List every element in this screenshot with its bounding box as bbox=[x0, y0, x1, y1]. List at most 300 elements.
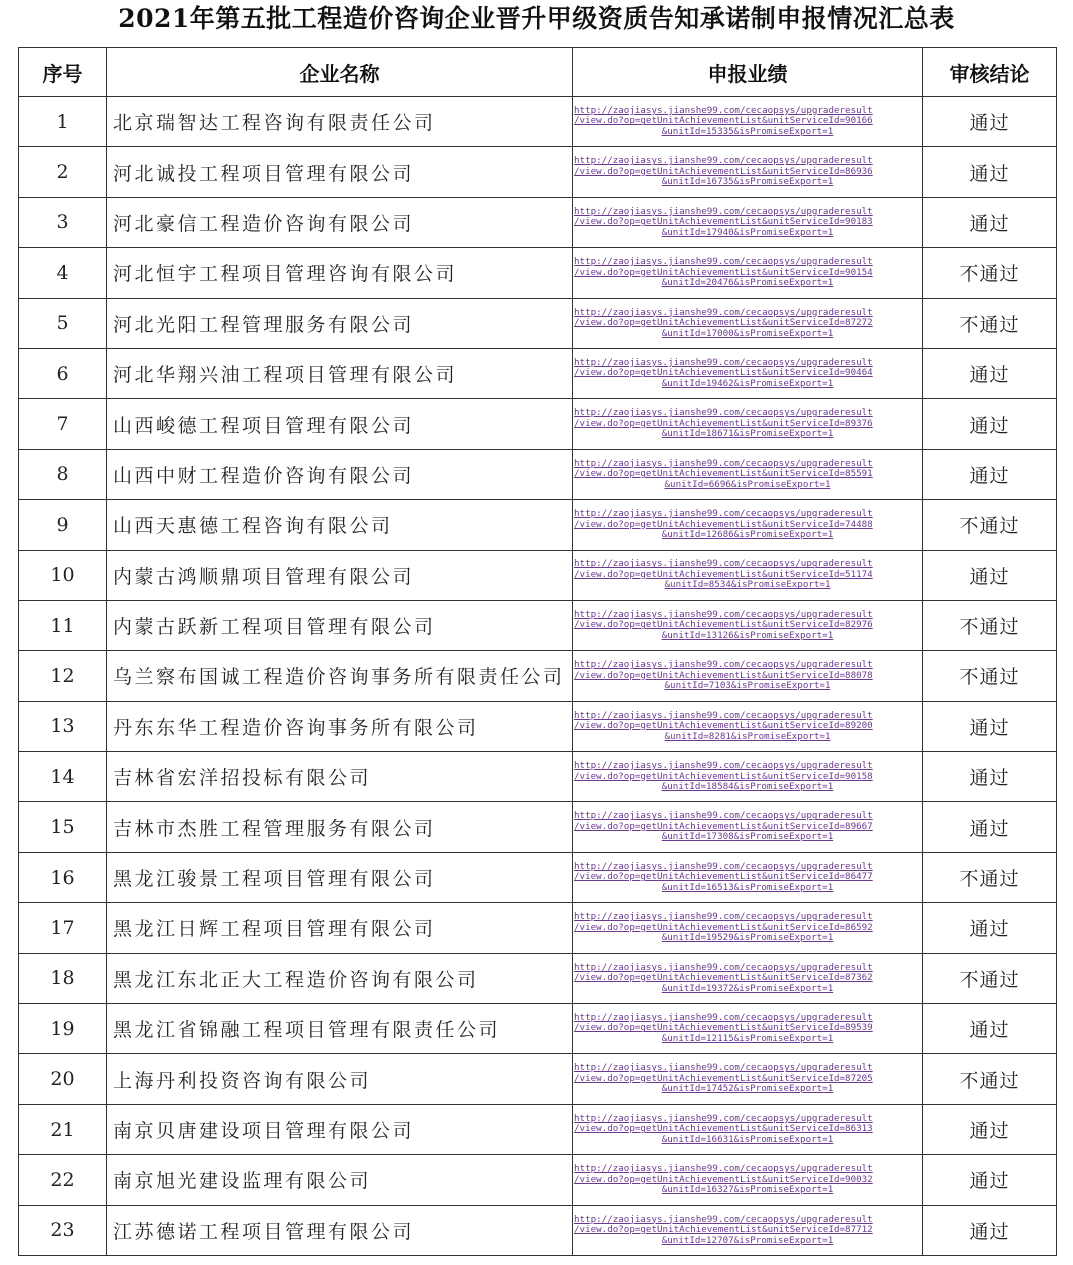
company-name: 山西中财工程造价咨询有限公司 bbox=[107, 449, 573, 499]
link-line-2-prefix: /view.do?op=getUnitAchievementList&unitServiceId= bbox=[574, 115, 846, 127]
link-line-3-prefix: &unitId= bbox=[661, 982, 706, 994]
unit-service-id: 90183 bbox=[845, 216, 873, 228]
company-name: 黑龙江日辉工程项目管理有限公司 bbox=[107, 903, 573, 953]
link-line-2-prefix: /view.do?op=getUnitAchievementList&unitServiceId= bbox=[574, 1224, 846, 1236]
performance-link[interactable] bbox=[574, 459, 921, 491]
review-result: 通过 bbox=[923, 701, 1057, 751]
link-line-3-suffix: &isPromiseExport=1 bbox=[733, 277, 834, 289]
performance-link[interactable] bbox=[574, 963, 921, 995]
link-line-1: http://zaojiasys.jianshe99.com/cecaopsys/upgraderesult bbox=[574, 761, 873, 772]
link-line-3-suffix: &isPromiseExport=1 bbox=[730, 579, 831, 591]
review-result: 通过 bbox=[923, 903, 1057, 953]
link-line-1: http://zaojiasys.jianshe99.com/cecaopsys/upgraderesult bbox=[574, 710, 873, 721]
link-line-3-prefix: &unitId= bbox=[661, 1083, 706, 1095]
review-result: 通过 bbox=[923, 97, 1057, 147]
unit-id: 6696 bbox=[708, 478, 731, 490]
link-line-1: http://zaojiasys.jianshe99.com/cecaopsys/upgraderesult bbox=[574, 458, 873, 469]
link-line-2-prefix: /view.do?op=getUnitAchievementList&unitServiceId= bbox=[574, 770, 846, 782]
performance-link-cell bbox=[573, 248, 923, 298]
performance-link[interactable] bbox=[574, 509, 921, 541]
link-line-3 bbox=[574, 782, 921, 793]
table-row bbox=[19, 651, 1057, 701]
row-number: 14 bbox=[19, 752, 107, 802]
link-line-3 bbox=[574, 530, 921, 541]
link-line-3 bbox=[574, 631, 921, 642]
unit-service-id: 90166 bbox=[845, 115, 873, 127]
company-name: 内蒙古鸿顺鼎项目管理有限公司 bbox=[107, 550, 573, 600]
performance-link-cell bbox=[573, 1155, 923, 1205]
link-line-3-prefix: &unitId= bbox=[664, 579, 709, 591]
link-line-1: http://zaojiasys.jianshe99.com/cecaopsys/upgraderesult bbox=[574, 811, 873, 822]
performance-link-cell bbox=[573, 600, 923, 650]
performance-link[interactable] bbox=[574, 1114, 921, 1146]
link-line-3-prefix: &unitId= bbox=[664, 730, 709, 742]
table-row bbox=[19, 348, 1057, 398]
unit-id: 8534 bbox=[708, 579, 731, 591]
link-line-3-suffix: &isPromiseExport=1 bbox=[730, 680, 831, 692]
column-header-number: 序号 bbox=[19, 48, 107, 97]
review-result: 通过 bbox=[923, 550, 1057, 600]
unit-service-id: 82976 bbox=[845, 619, 873, 631]
unit-id: 19462 bbox=[706, 377, 734, 389]
unit-id: 17452 bbox=[706, 1083, 734, 1095]
link-line-3-suffix: &isPromiseExport=1 bbox=[733, 881, 834, 893]
summary-table bbox=[18, 47, 1057, 1256]
summary-table-container bbox=[18, 47, 1056, 1256]
table-row bbox=[19, 197, 1057, 247]
company-name: 河北光阳工程管理服务有限公司 bbox=[107, 298, 573, 348]
link-line-2-prefix: /view.do?op=getUnitAchievementList&unitServiceId= bbox=[574, 417, 846, 429]
review-result: 通过 bbox=[923, 1104, 1057, 1154]
link-line-3-suffix: &isPromiseExport=1 bbox=[733, 932, 834, 944]
link-line-2-prefix: /view.do?op=getUnitAchievementList&unitServiceId= bbox=[574, 1173, 846, 1185]
link-line-2-prefix: /view.do?op=getUnitAchievementList&unitServiceId= bbox=[574, 518, 846, 530]
performance-link-cell bbox=[573, 197, 923, 247]
unit-service-id: 87272 bbox=[845, 317, 873, 328]
company-name: 河北豪信工程造价咨询有限公司 bbox=[107, 197, 573, 247]
column-header-result: 审核结论 bbox=[923, 48, 1057, 97]
link-line-2-prefix: /view.do?op=getUnitAchievementList&unitServiceId= bbox=[574, 1072, 846, 1084]
link-line-2-prefix: /view.do?op=getUnitAchievementList&unitServiceId= bbox=[574, 921, 846, 933]
link-line-3-prefix: &unitId= bbox=[661, 428, 706, 440]
performance-link-cell bbox=[573, 348, 923, 398]
performance-link[interactable] bbox=[574, 408, 921, 440]
unit-service-id: 86936 bbox=[845, 165, 873, 177]
table-row bbox=[19, 852, 1057, 902]
link-line-3-prefix: &unitId= bbox=[661, 1184, 706, 1196]
company-name: 吉林省宏洋招投标有限公司 bbox=[107, 752, 573, 802]
review-result: 不通过 bbox=[923, 953, 1057, 1003]
company-name: 山西峻德工程项目管理有限公司 bbox=[107, 399, 573, 449]
review-result: 不通过 bbox=[923, 651, 1057, 701]
link-line-3-suffix: &isPromiseExport=1 bbox=[733, 629, 834, 641]
table-row bbox=[19, 600, 1057, 650]
table-row bbox=[19, 97, 1057, 147]
link-line-3 bbox=[574, 177, 921, 188]
table-row bbox=[19, 500, 1057, 550]
performance-link-cell bbox=[573, 147, 923, 197]
link-line-1: http://zaojiasys.jianshe99.com/cecaopsys/upgraderesult bbox=[574, 660, 873, 671]
link-line-3-prefix: &unitId= bbox=[661, 277, 706, 289]
link-line-3-prefix: &unitId= bbox=[661, 176, 706, 188]
unit-id: 12115 bbox=[706, 1032, 734, 1044]
unit-service-id: 90464 bbox=[845, 367, 873, 379]
link-line-2-prefix: /view.do?op=getUnitAchievementList&unitServiceId= bbox=[574, 871, 846, 883]
company-name: 河北华翔兴油工程项目管理有限公司 bbox=[107, 348, 573, 398]
link-line-1: http://zaojiasys.jianshe99.com/cecaopsys/upgraderesult bbox=[574, 1164, 873, 1175]
company-name: 山西天惠德工程咨询有限公司 bbox=[107, 500, 573, 550]
unit-service-id: 89376 bbox=[845, 417, 873, 429]
link-line-3-prefix: &unitId= bbox=[661, 377, 706, 389]
performance-link-cell bbox=[573, 1004, 923, 1054]
review-result: 不通过 bbox=[923, 600, 1057, 650]
review-result: 通过 bbox=[923, 1004, 1057, 1054]
link-line-3-prefix: &unitId= bbox=[664, 680, 709, 692]
table-row bbox=[19, 701, 1057, 751]
performance-link[interactable] bbox=[574, 862, 921, 894]
unit-service-id: 74488 bbox=[845, 518, 873, 530]
performance-link-cell bbox=[573, 651, 923, 701]
link-line-1: http://zaojiasys.jianshe99.com/cecaopsys/upgraderesult bbox=[574, 509, 873, 520]
row-number: 23 bbox=[19, 1205, 107, 1255]
link-line-3-prefix: &unitId= bbox=[661, 327, 706, 339]
row-number: 6 bbox=[19, 348, 107, 398]
unit-id: 19372 bbox=[706, 982, 734, 994]
unit-id: 16513 bbox=[706, 881, 734, 893]
unit-id: 16631 bbox=[706, 1133, 734, 1145]
link-line-1: http://zaojiasys.jianshe99.com/cecaopsys/upgraderesult bbox=[574, 962, 873, 973]
link-line-3 bbox=[574, 732, 921, 743]
performance-link[interactable] bbox=[574, 106, 921, 138]
unit-id: 16735 bbox=[706, 176, 734, 188]
row-number: 5 bbox=[19, 298, 107, 348]
link-line-3-prefix: &unitId= bbox=[661, 1133, 706, 1145]
table-body bbox=[19, 97, 1057, 1256]
performance-link[interactable] bbox=[574, 358, 921, 390]
performance-link-cell bbox=[573, 903, 923, 953]
link-line-3-suffix: &isPromiseExport=1 bbox=[733, 1083, 834, 1095]
unit-service-id: 86313 bbox=[845, 1123, 873, 1135]
performance-link-cell bbox=[573, 550, 923, 600]
column-header-performance: 申报业绩 bbox=[573, 48, 923, 97]
performance-link[interactable] bbox=[574, 610, 921, 642]
unit-service-id: 85591 bbox=[845, 468, 873, 480]
performance-link-cell bbox=[573, 752, 923, 802]
company-name: 吉林市杰胜工程管理服务有限公司 bbox=[107, 802, 573, 852]
performance-link[interactable] bbox=[574, 559, 921, 591]
unit-service-id: 87712 bbox=[845, 1224, 873, 1236]
row-number: 20 bbox=[19, 1054, 107, 1104]
link-line-2-prefix: /view.do?op=getUnitAchievementList&unitServiceId= bbox=[574, 720, 846, 732]
performance-link[interactable] bbox=[574, 207, 921, 239]
review-result: 通过 bbox=[923, 1205, 1057, 1255]
unit-service-id: 87205 bbox=[845, 1072, 873, 1084]
performance-link-cell bbox=[573, 449, 923, 499]
table-row bbox=[19, 1054, 1057, 1104]
link-line-3 bbox=[574, 480, 921, 491]
link-line-3-suffix: &isPromiseExport=1 bbox=[733, 428, 834, 440]
performance-link-cell bbox=[573, 1054, 923, 1104]
unit-service-id: 90158 bbox=[845, 770, 873, 782]
unit-id: 20476 bbox=[706, 277, 734, 289]
link-line-3 bbox=[574, 681, 921, 692]
link-line-1: http://zaojiasys.jianshe99.com/cecaopsys/upgraderesult bbox=[574, 912, 873, 923]
review-result: 通过 bbox=[923, 399, 1057, 449]
table-row bbox=[19, 449, 1057, 499]
table-row bbox=[19, 550, 1057, 600]
link-line-3 bbox=[574, 429, 921, 440]
link-line-1: http://zaojiasys.jianshe99.com/cecaopsys/upgraderesult bbox=[574, 559, 873, 570]
link-line-3-suffix: &isPromiseExport=1 bbox=[733, 327, 834, 339]
performance-link-cell bbox=[573, 97, 923, 147]
row-number: 8 bbox=[19, 449, 107, 499]
performance-link-cell bbox=[573, 852, 923, 902]
table-row bbox=[19, 752, 1057, 802]
unit-service-id: 87362 bbox=[845, 972, 873, 984]
row-number: 16 bbox=[19, 852, 107, 902]
performance-link[interactable] bbox=[574, 1215, 921, 1247]
row-number: 7 bbox=[19, 399, 107, 449]
link-line-3 bbox=[574, 329, 921, 340]
company-name: 上海丹利投资咨询有限公司 bbox=[107, 1054, 573, 1104]
unit-service-id: 51174 bbox=[845, 568, 873, 580]
link-line-3-suffix: &isPromiseExport=1 bbox=[733, 1032, 834, 1044]
unit-id: 16327 bbox=[706, 1184, 734, 1196]
link-line-1: http://zaojiasys.jianshe99.com/cecaopsys/upgraderesult bbox=[574, 105, 873, 116]
link-line-3 bbox=[574, 228, 921, 239]
link-line-3 bbox=[574, 1034, 921, 1045]
link-line-3-prefix: &unitId= bbox=[661, 1234, 706, 1246]
performance-link[interactable] bbox=[574, 711, 921, 743]
company-name: 江苏德诺工程项目管理有限公司 bbox=[107, 1205, 573, 1255]
unit-id: 17308 bbox=[706, 831, 734, 843]
performance-link-cell bbox=[573, 802, 923, 852]
link-line-1: http://zaojiasys.jianshe99.com/cecaopsys/upgraderesult bbox=[574, 1113, 873, 1124]
unit-id: 15335 bbox=[706, 125, 734, 137]
link-line-3-suffix: &isPromiseExport=1 bbox=[733, 831, 834, 843]
unit-id: 18671 bbox=[706, 428, 734, 440]
link-line-1: http://zaojiasys.jianshe99.com/cecaopsys/upgraderesult bbox=[574, 307, 873, 318]
link-line-1: http://zaojiasys.jianshe99.com/cecaopsys/upgraderesult bbox=[574, 206, 873, 217]
performance-link-cell bbox=[573, 701, 923, 751]
unit-service-id: 86592 bbox=[845, 921, 873, 933]
review-result: 不通过 bbox=[923, 248, 1057, 298]
review-result: 通过 bbox=[923, 1155, 1057, 1205]
link-line-3-suffix: &isPromiseExport=1 bbox=[733, 226, 834, 238]
link-line-2-prefix: /view.do?op=getUnitAchievementList&unitServiceId= bbox=[574, 468, 846, 480]
table-row bbox=[19, 1155, 1057, 1205]
link-line-2-prefix: /view.do?op=getUnitAchievementList&unitServiceId= bbox=[574, 669, 846, 681]
row-number: 15 bbox=[19, 802, 107, 852]
review-result: 通过 bbox=[923, 802, 1057, 852]
link-line-2-prefix: /view.do?op=getUnitAchievementList&unitServiceId= bbox=[574, 568, 846, 580]
link-line-3 bbox=[574, 1185, 921, 1196]
row-number: 17 bbox=[19, 903, 107, 953]
link-line-1: http://zaojiasys.jianshe99.com/cecaopsys/upgraderesult bbox=[574, 609, 873, 620]
link-line-2-prefix: /view.do?op=getUnitAchievementList&unitServiceId= bbox=[574, 1123, 846, 1135]
review-result: 通过 bbox=[923, 348, 1057, 398]
unit-service-id: 90032 bbox=[845, 1173, 873, 1185]
company-name: 丹东东华工程造价咨询事务所有限公司 bbox=[107, 701, 573, 751]
link-line-2-prefix: /view.do?op=getUnitAchievementList&unitServiceId= bbox=[574, 367, 846, 379]
row-number: 18 bbox=[19, 953, 107, 1003]
table-row bbox=[19, 1104, 1057, 1154]
performance-link[interactable] bbox=[574, 1164, 921, 1196]
company-name: 北京瑞智达工程咨询有限责任公司 bbox=[107, 97, 573, 147]
unit-id: 17000 bbox=[706, 327, 734, 339]
link-line-3-suffix: &isPromiseExport=1 bbox=[733, 1133, 834, 1145]
review-result: 通过 bbox=[923, 147, 1057, 197]
review-result: 不通过 bbox=[923, 1054, 1057, 1104]
review-result: 不通过 bbox=[923, 500, 1057, 550]
row-number: 21 bbox=[19, 1104, 107, 1154]
link-line-3 bbox=[574, 278, 921, 289]
link-line-3 bbox=[574, 832, 921, 843]
link-line-3-prefix: &unitId= bbox=[661, 629, 706, 641]
link-line-3-prefix: &unitId= bbox=[661, 529, 706, 541]
table-header-row bbox=[19, 48, 1057, 97]
table-row bbox=[19, 1205, 1057, 1255]
review-result: 通过 bbox=[923, 449, 1057, 499]
row-number: 9 bbox=[19, 500, 107, 550]
performance-link-cell bbox=[573, 500, 923, 550]
link-line-3-prefix: &unitId= bbox=[661, 125, 706, 137]
row-number: 2 bbox=[19, 147, 107, 197]
company-name: 南京旭光建设监理有限公司 bbox=[107, 1155, 573, 1205]
review-result: 不通过 bbox=[923, 298, 1057, 348]
link-line-1: http://zaojiasys.jianshe99.com/cecaopsys/upgraderesult bbox=[574, 357, 873, 368]
link-line-3 bbox=[574, 883, 921, 894]
link-line-3-suffix: &isPromiseExport=1 bbox=[733, 377, 834, 389]
link-line-3-suffix: &isPromiseExport=1 bbox=[733, 529, 834, 541]
company-name: 南京贝唐建设项目管理有限公司 bbox=[107, 1104, 573, 1154]
row-number: 1 bbox=[19, 97, 107, 147]
row-number: 10 bbox=[19, 550, 107, 600]
row-number: 12 bbox=[19, 651, 107, 701]
link-line-1: http://zaojiasys.jianshe99.com/cecaopsys/upgraderesult bbox=[574, 861, 873, 872]
link-line-3 bbox=[574, 1236, 921, 1247]
unit-service-id: 89539 bbox=[845, 1022, 873, 1034]
link-line-3-suffix: &isPromiseExport=1 bbox=[733, 1234, 834, 1246]
company-name: 黑龙江骏景工程项目管理有限公司 bbox=[107, 852, 573, 902]
link-line-3 bbox=[574, 580, 921, 591]
unit-id: 19529 bbox=[706, 932, 734, 944]
column-header-company: 企业名称 bbox=[107, 48, 573, 97]
document-title: 2021年第五批工程造价咨询企业晋升甲级资质告知承诺制申报情况汇总表 bbox=[118, 4, 955, 33]
review-result: 不通过 bbox=[923, 852, 1057, 902]
performance-link-cell bbox=[573, 1104, 923, 1154]
unit-id: 18584 bbox=[706, 781, 734, 793]
review-result: 通过 bbox=[923, 752, 1057, 802]
row-number: 19 bbox=[19, 1004, 107, 1054]
performance-link-cell bbox=[573, 953, 923, 1003]
company-name: 河北诚投工程项目管理有限公司 bbox=[107, 147, 573, 197]
performance-link[interactable] bbox=[574, 912, 921, 944]
table-row bbox=[19, 298, 1057, 348]
link-line-3-suffix: &isPromiseExport=1 bbox=[733, 781, 834, 793]
performance-link[interactable] bbox=[574, 1013, 921, 1045]
link-line-3-prefix: &unitId= bbox=[661, 781, 706, 793]
link-line-3-suffix: &isPromiseExport=1 bbox=[730, 478, 831, 490]
link-line-1: http://zaojiasys.jianshe99.com/cecaopsys/upgraderesult bbox=[574, 408, 873, 419]
link-line-3 bbox=[574, 933, 921, 944]
link-line-3-prefix: &unitId= bbox=[661, 226, 706, 238]
unit-service-id: 89200 bbox=[845, 720, 873, 732]
table-row bbox=[19, 953, 1057, 1003]
link-line-2-prefix: /view.do?op=getUnitAchievementList&unitServiceId= bbox=[574, 972, 846, 984]
row-number: 22 bbox=[19, 1155, 107, 1205]
performance-link-cell bbox=[573, 298, 923, 348]
unit-id: 13126 bbox=[706, 629, 734, 641]
unit-service-id: 88078 bbox=[845, 669, 873, 681]
review-result: 通过 bbox=[923, 197, 1057, 247]
link-line-3-suffix: &isPromiseExport=1 bbox=[733, 125, 834, 137]
link-line-2-prefix: /view.do?op=getUnitAchievementList&unitServiceId= bbox=[574, 216, 846, 228]
performance-link[interactable] bbox=[574, 811, 921, 843]
table-row bbox=[19, 802, 1057, 852]
unit-id: 17940 bbox=[706, 226, 734, 238]
performance-link[interactable] bbox=[574, 761, 921, 793]
link-line-3 bbox=[574, 1135, 921, 1146]
unit-id: 12686 bbox=[706, 529, 734, 541]
unit-service-id: 89667 bbox=[845, 820, 873, 832]
table-row bbox=[19, 248, 1057, 298]
performance-link[interactable] bbox=[574, 257, 921, 289]
table-row bbox=[19, 147, 1057, 197]
unit-id: 7103 bbox=[708, 680, 731, 692]
link-line-3 bbox=[574, 984, 921, 995]
link-line-2-prefix: /view.do?op=getUnitAchievementList&unitServiceId= bbox=[574, 1022, 846, 1034]
link-line-3-prefix: &unitId= bbox=[661, 932, 706, 944]
link-line-3-suffix: &isPromiseExport=1 bbox=[730, 730, 831, 742]
unit-service-id: 90154 bbox=[845, 266, 873, 278]
link-line-3 bbox=[574, 379, 921, 390]
table-row bbox=[19, 903, 1057, 953]
row-number: 11 bbox=[19, 600, 107, 650]
company-name: 黑龙江省锦融工程项目管理有限责任公司 bbox=[107, 1004, 573, 1054]
performance-link[interactable] bbox=[574, 308, 921, 340]
link-line-2-prefix: /view.do?op=getUnitAchievementList&unitServiceId= bbox=[574, 820, 846, 832]
table-row bbox=[19, 399, 1057, 449]
link-line-2-prefix: /view.do?op=getUnitAchievementList&unitServiceId= bbox=[574, 317, 846, 328]
link-line-3-suffix: &isPromiseExport=1 bbox=[733, 982, 834, 994]
link-line-3-prefix: &unitId= bbox=[661, 881, 706, 893]
link-line-3-suffix: &isPromiseExport=1 bbox=[733, 1184, 834, 1196]
link-line-3-prefix: &unitId= bbox=[661, 831, 706, 843]
row-number: 3 bbox=[19, 197, 107, 247]
link-line-3-suffix: &isPromiseExport=1 bbox=[733, 176, 834, 188]
link-line-1: http://zaojiasys.jianshe99.com/cecaopsys/upgraderesult bbox=[574, 1063, 873, 1074]
unit-service-id: 86477 bbox=[845, 871, 873, 883]
company-name: 内蒙古跃新工程项目管理有限公司 bbox=[107, 600, 573, 650]
link-line-3-prefix: &unitId= bbox=[664, 478, 709, 490]
company-name: 黑龙江东北正大工程造价咨询有限公司 bbox=[107, 953, 573, 1003]
performance-link[interactable] bbox=[574, 660, 921, 692]
link-line-1: http://zaojiasys.jianshe99.com/cecaopsys/upgraderesult bbox=[574, 156, 873, 167]
link-line-3-prefix: &unitId= bbox=[661, 1032, 706, 1044]
unit-id: 8281 bbox=[708, 730, 731, 742]
row-number: 13 bbox=[19, 701, 107, 751]
performance-link[interactable] bbox=[574, 156, 921, 188]
table-row bbox=[19, 1004, 1057, 1054]
link-line-2-prefix: /view.do?op=getUnitAchievementList&unitServiceId= bbox=[574, 619, 846, 631]
company-name: 河北恒宇工程项目管理咨询有限公司 bbox=[107, 248, 573, 298]
link-line-2-prefix: /view.do?op=getUnitAchievementList&unitServiceId= bbox=[574, 165, 846, 177]
performance-link[interactable] bbox=[574, 1063, 921, 1095]
link-line-3 bbox=[574, 1084, 921, 1095]
link-line-1: http://zaojiasys.jianshe99.com/cecaopsys/upgraderesult bbox=[574, 1214, 873, 1225]
link-line-1: http://zaojiasys.jianshe99.com/cecaopsys/upgraderesult bbox=[574, 1012, 873, 1023]
